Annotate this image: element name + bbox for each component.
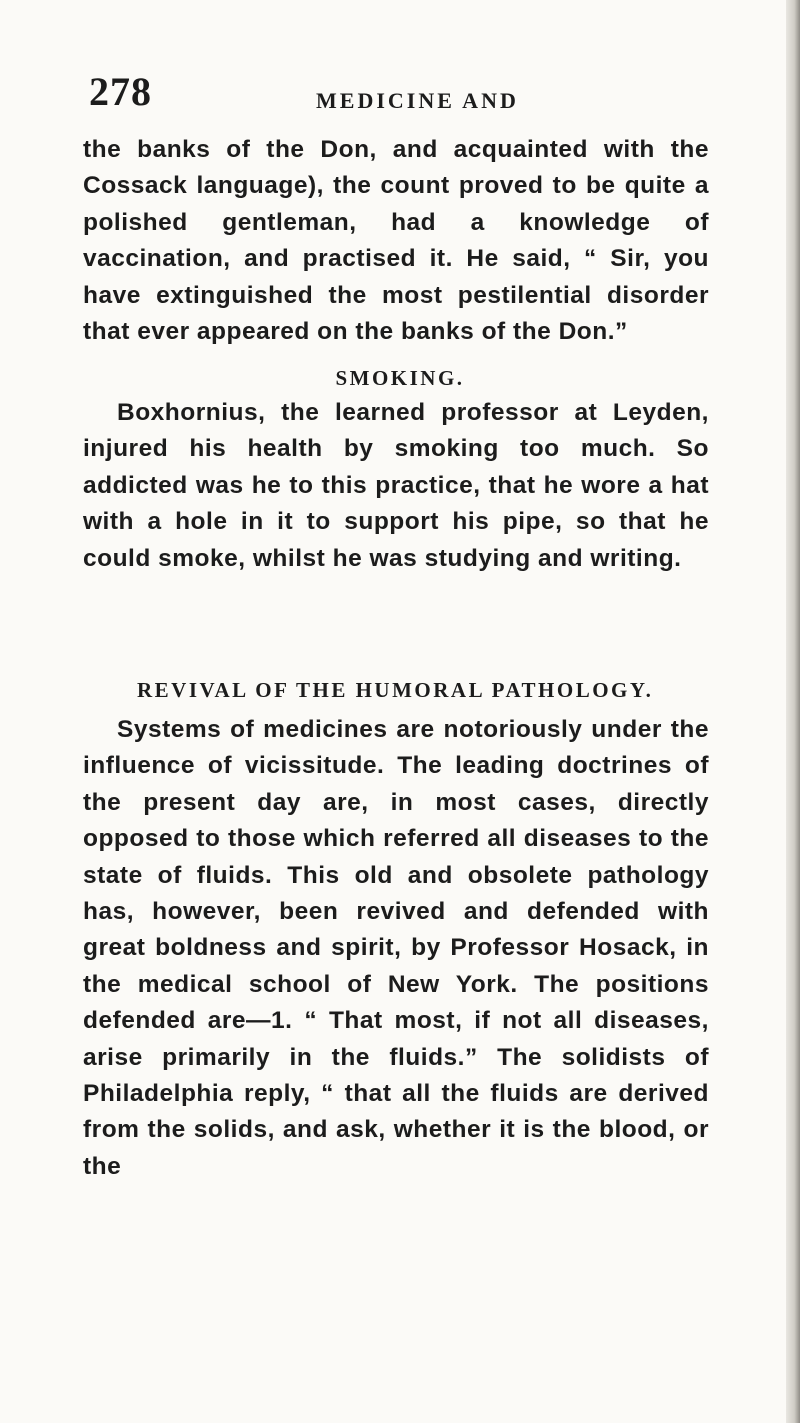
- paragraph-smoking: Boxhornius, the learned professor at Leyden, injured his health by smoking too much. So addicted was he to this practice, that he wore a hat with a hole in it to support his pipe, so that he could smoke, whilst he was studying and writing.: [83, 399, 709, 572]
- paragraph-revival: Systems of medicines are notoriously under the influence of vicissitude. The leading doctrines of the present day are, in most cases, directly opposed to those which referred all diseases to the state of fluids. This old and obsolete pathology has, however, been revived and defended with great boldness and spirit, by Professor Hosack, in the medical school of New York. The positions defended are—1. “ That most, if not all diseases, arise primarily in the fluids.” The solidists of Philadelphia reply, “ that all the fluids are derived from the solids, and ask, whether it is the blood, or the: [83, 716, 709, 1180]
- page-number: 278: [89, 69, 152, 114]
- running-head: MEDICINE AND: [316, 88, 519, 113]
- page-edge: [786, 0, 800, 1423]
- section-heading-smoking: SMOKING.: [335, 366, 465, 390]
- paragraph-continued: the banks of the Don, and acquainted with the Cossack language), the count proved to be quite a polished gentleman, had a knowledge of vaccination, and practised it. He said, “ Sir, you have extinguished the most pestilential disorder that ever appeared on the banks of the Don.”: [83, 136, 709, 346]
- section-heading-revival: REVIVAL OF THE HUMORAL PATHOLOGY.: [137, 678, 654, 702]
